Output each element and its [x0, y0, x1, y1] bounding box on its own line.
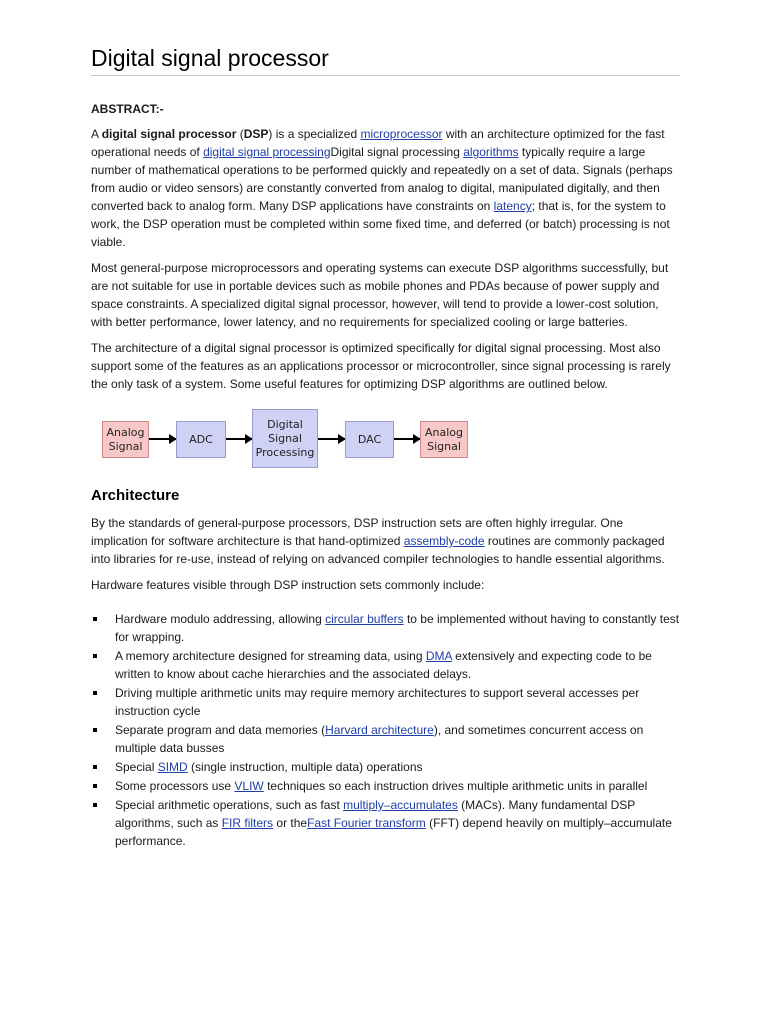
diagram-label: Analog [424, 425, 463, 439]
link-fast-fourier-transform[interactable]: Fast Fourier transform [307, 816, 426, 830]
text-run: ; that is, for the system to work, the DSP operation must be completed within some fixed time, and deferred (or batch) processing is not viable. [91, 199, 670, 249]
text-run: Hardware modulo addressing, allowing [115, 612, 326, 626]
text-run: Separate program and data memories ( [115, 723, 326, 737]
link-latency[interactable]: latency [493, 199, 532, 213]
adc-box [176, 421, 226, 458]
diagram-label: Signal [427, 439, 461, 453]
diagram-label: Processing [255, 445, 315, 459]
text-run: techniques so each instruction drives multiple arithmetic units in parallel [263, 779, 648, 793]
diagram-label: Signal [108, 439, 143, 453]
arrow-icon [226, 438, 252, 440]
dac-box [345, 421, 394, 458]
text-run: (FFT) depend heavily on multiply–accumulate performance. [115, 816, 672, 848]
text-run: (MACs). Many fundamental DSP algorithms, such as [115, 798, 636, 830]
architecture-heading: Architecture [91, 487, 180, 504]
list-item [91, 647, 680, 683]
diagram-label: Analog [106, 425, 145, 439]
text-run: routines are commonly packaged into libraries for re-use, instead of relying on advanced compiler technologies to handle essential algorithms. [91, 534, 665, 566]
dsp-block-diagram [91, 409, 491, 471]
arrow-icon [318, 438, 345, 440]
link-vliw[interactable]: VLIW [234, 779, 264, 793]
architecture-intro-paragraph: The architecture of a digital signal processor is optimized specifically for digital signal processing. Most also support some of the features as an applications processor or microcontroller, since signal processing is rarely the only task of a system. Some useful features for optimizing DSP algorithms are outlined below. [91, 341, 671, 391]
diagram-label: Signal [268, 431, 302, 445]
text-run: ), and sometimes concurrent access on multiple data busses [115, 723, 644, 755]
link-circular-buffers[interactable]: circular buffers [325, 612, 404, 626]
architecture-paragraph [91, 514, 680, 568]
hardware-features-intro: Hardware features visible through DSP instruction sets commonly include: [91, 578, 485, 592]
text-run: extensively and expecting code to be written to know about cache hierarchies and the associated delays. [115, 649, 652, 681]
text-run: ( [236, 127, 244, 141]
page-title: Digital signal processor [91, 44, 680, 76]
diagram-label: Digital [267, 417, 303, 431]
text-run: Some processors use [115, 779, 235, 793]
text-run: By the standards of general-purpose processors, DSP instruction sets are often highly irregular. One implication for software architecture is that hand-optimized [91, 516, 624, 548]
text-run: (single instruction, multiple data) operations [187, 760, 423, 774]
text-run: typically require a large number of mathematical operations to be performed quickly and repeatedly on a set of data. Signals (perhaps from audio or video sensors) are constantly converted from analog to digital, manipulated digitally, and then converted back to analog form. Many DSP applications have constraints on [91, 145, 673, 213]
text-run: Special [115, 760, 158, 774]
link-algorithms[interactable]: algorithms [463, 145, 519, 159]
link-simd[interactable]: SIMD [157, 760, 188, 774]
link-dma[interactable]: DMA [425, 649, 452, 663]
link-microprocessor[interactable]: microprocessor [360, 127, 443, 141]
text-run: or the [273, 816, 308, 830]
portable-devices-paragraph: Most general-purpose microprocessors and operating systems can execute DSP algorithms successfully, but are not suitable for use in portable devices such as mobile phones and PDAs because of power supply and space constraints. A specialized digital signal processor, however, will tend to provide a lower-cost solution, with better performance, lower latency, and no requirements for specialized cooling or large batteries. [91, 261, 669, 329]
text-run: ) is a specialized [268, 127, 361, 141]
list-item [91, 758, 680, 776]
analog-input-signal-box [102, 421, 149, 458]
link-harvard-architecture[interactable]: Harvard architecture [325, 723, 434, 737]
text-run: A [91, 127, 102, 141]
list-item [91, 796, 680, 850]
diagram-label: DAC [357, 432, 382, 446]
arrow-icon [149, 438, 176, 440]
diagram-label: ADC [189, 432, 213, 446]
digital-signal-processing-box [252, 409, 318, 468]
link-digital-signal-processing[interactable]: digital signal processing [203, 145, 331, 159]
list-item [91, 721, 680, 757]
text-run: A memory architecture designed for streaming data, using [115, 649, 426, 663]
bold-term-dsp: DSP [243, 127, 269, 141]
text-run: Digital signal processing [330, 145, 464, 159]
hardware-features-list [91, 610, 680, 850]
analog-output-signal-box [420, 421, 468, 458]
link-multiply-accumulates[interactable]: multiply–accumulates [343, 798, 458, 812]
list-item [91, 777, 680, 795]
arrow-icon [394, 438, 420, 440]
intro-paragraph [91, 125, 680, 251]
abstract-label: ABSTRACT:- [91, 102, 164, 116]
bold-term-dsp-full: digital signal processor [101, 127, 237, 141]
link-fir-filters[interactable]: FIR filters [221, 816, 274, 830]
list-item [91, 610, 680, 646]
link-assembly-code[interactable]: assembly-code [403, 534, 485, 548]
text-run: with an architecture optimized for the fast operational needs of [91, 127, 665, 159]
text-run: Driving multiple arithmetic units may require memory architectures to support several accesses per instruction cycle [115, 686, 640, 718]
list-item [91, 684, 680, 720]
text-run: Special arithmetic operations, such as fast [115, 798, 344, 812]
text-run: to be implemented without having to constantly test for wrapping. [115, 612, 680, 644]
